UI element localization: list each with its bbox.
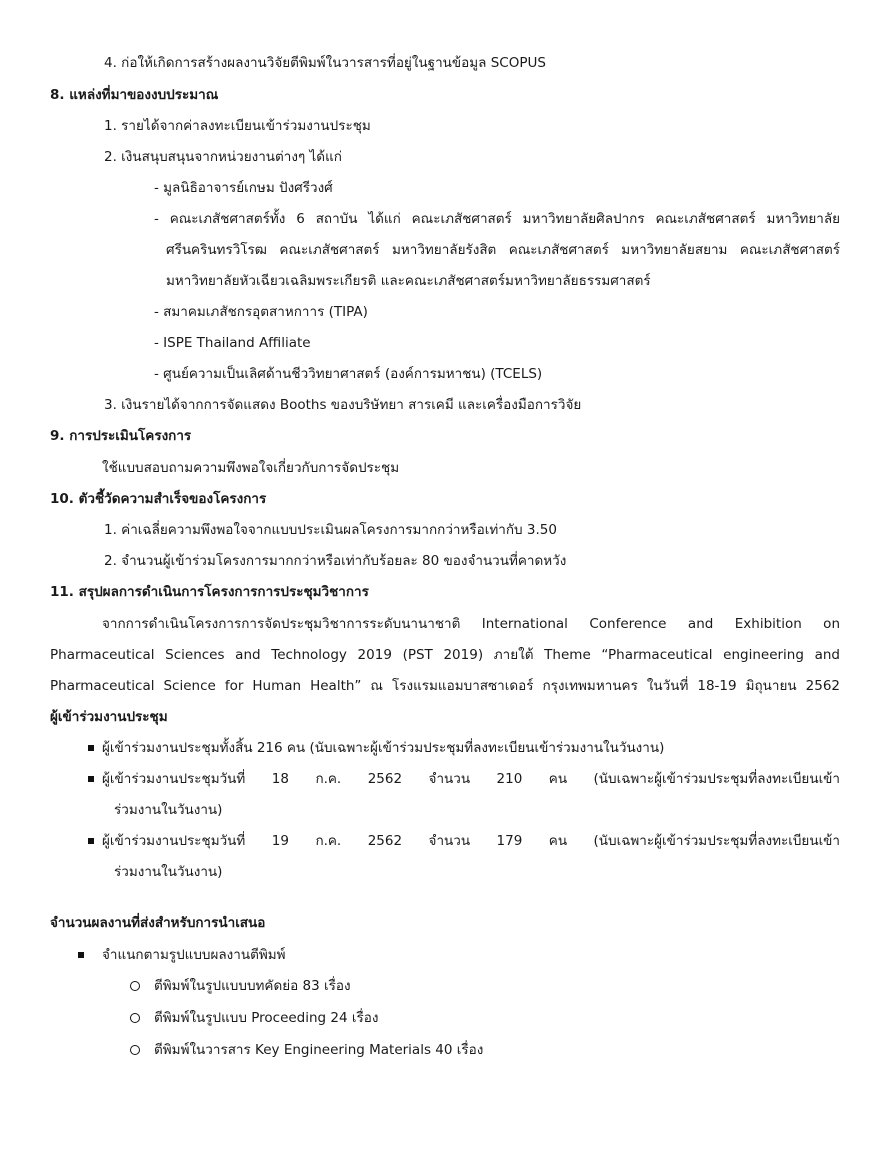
square-bullet-icon — [88, 745, 94, 751]
square-bullet-icon — [88, 838, 94, 844]
attendee-bullet: ผู้เข้าร่วมงานประชุมวันที่ 19 ก.ค. 2562 จำนวน 179 คน (นับเฉพาะผู้เข้าร่วมประชุมที่ลงทะเบียนเข้า — [102, 833, 840, 849]
attendee-bullet: ผู้เข้าร่วมงานประชุมวันที่ 18 ก.ค. 2562 จำนวน 210 คน (นับเฉพาะผู้เข้าร่วมประชุมที่ลงทะเบียนเข้า — [102, 771, 840, 787]
attendee-bullet-continuation: ร่วมงานในวันงาน) — [114, 802, 223, 818]
budget-item-1: 1. รายได้จากค่าลงทะเบียนเข้าร่วมงานประชุม — [104, 118, 371, 134]
objective-item-4: 4. ก่อให้เกิดการสร้างผลงานวิจัยตีพิมพ์ในวารสารที่อยู่ในฐานข้อมูล SCOPUS — [104, 55, 546, 71]
evaluation-text: ใช้แบบสอบถามความพึงพอใจเกี่ยวกับการจัดประชุม — [102, 460, 400, 476]
sponsor-item: - ศูนย์ความเป็นเลิศด้านชีววิทยาศาสตร์ (องค์การมหาชน) (TCELS) — [154, 366, 543, 382]
sponsor-item: - ISPE Thailand Affiliate — [154, 335, 311, 351]
summary-paragraph-line: Pharmaceutical Sciences and Technology 2019 (PST 2019) ภายใต้ Theme “Pharmaceutical engineering and — [50, 647, 840, 663]
budget-item-2: 2. เงินสนุบสนุนจากหน่วยงานต่างๆ ได้แก่ — [104, 149, 342, 165]
section-11-heading: 11. สรุปผลการดำเนินการโครงการการประชุมวิชาการ — [50, 584, 369, 600]
attendee-bullet-continuation: ร่วมงานในวันงาน) — [114, 864, 223, 880]
circle-bullet-icon — [130, 1045, 140, 1055]
indicator-item-1: 1. ค่าเฉลี่ยความพึงพอใจจากแบบประเมินผลโครงการมากกว่าหรือเท่ากับ 3.50 — [104, 522, 557, 538]
budget-item-3: 3. เงินรายได้จากการจัดแสดง Booths ของบริษัทยา สารเคมี และเครื่องมือการวิจัย — [104, 397, 582, 413]
summary-paragraph-line: Pharmaceutical Science for Human Health” ณ โรงแรมแอมบาสซาเดอร์ กรุงเทพมหานคร ในวันที่ 18-19 มิถุนายน 2562 — [50, 678, 840, 694]
summary-paragraph-line: จากการดำเนินโครงการการจัดประชุมวิชาการระดับนานาชาติ International Conference and Exhibition on — [102, 616, 840, 632]
circle-bullet-icon — [130, 1013, 140, 1023]
circle-bullet-icon — [130, 981, 140, 991]
square-bullet-icon — [78, 952, 84, 958]
attendee-bullet: ผู้เข้าร่วมงานประชุมทั้งสิ้น 216 คน (นับเฉพาะผู้เข้าร่วมประชุมที่ลงทะเบียนเข้าร่วมงานในวันงาน) — [102, 740, 665, 756]
sponsor-item-continuation: ศรีนครินทรวิโรฒ คณะเภสัชศาสตร์ มหาวิทยาลัยรังสิต คณะเภสัชศาสตร์ มหาวิทยาลัยสยาม คณะเภสัชศาสตร์ — [166, 242, 840, 258]
submission-category: จำแนกตามรูปแบบผลงานตีพิมพ์ — [102, 947, 286, 963]
sponsor-item: - สมาคมเภสัชกรอุตสาหกาาร (TIPA) — [154, 304, 368, 320]
square-bullet-icon — [88, 776, 94, 782]
sponsor-item-continuation: มหาวิทยาลัยหัวเฉียวเฉลิมพระเกียรติ และคณะเภสัชศาสตร์มหาวิทยาลัยธรรมศาสตร์ — [166, 273, 651, 289]
attendees-heading: ผู้เข้าร่วมงานประชุม — [50, 709, 168, 725]
indicator-item-2: 2. จำนวนผู้เข้าร่วมโครงการมากกว่าหรือเท่ากับร้อยละ 80 ของจำนวนที่คาดหวัง — [104, 553, 567, 569]
submission-item: ตีพิมพ์ในรูปแบบ Proceeding 24 เรื่อง — [154, 1010, 379, 1026]
section-9-heading: 9. การประเมินโครงการ — [50, 428, 192, 444]
section-8-heading: 8. แหล่งที่มาของงบประมาณ — [50, 87, 219, 103]
section-10-heading: 10. ตัวชี้วัดความสำเร็จของโครงการ — [50, 491, 267, 507]
sponsor-item: - มูลนิธิอาจารย์เกษม ปังศรีวงศ์ — [154, 180, 333, 196]
submission-item: ตีพิมพ์ในวารสาร Key Engineering Materials 40 เรื่อง — [154, 1042, 484, 1058]
submission-item: ตีพิมพ์ในรูปแบบบทคัดย่อ 83 เรื่อง — [154, 978, 351, 994]
submissions-heading: จำนวนผลงานที่ส่งสำหรับการนำเสนอ — [50, 915, 266, 931]
sponsor-item: - คณะเภสัชศาสตร์ทั้ง 6 สถาบัน ได้แก่ คณะเภสัชศาสตร์ มหาวิทยาลัยศิลปากร คณะเภสัชศาสตร์ มหาวิทยาลัย — [154, 211, 840, 227]
